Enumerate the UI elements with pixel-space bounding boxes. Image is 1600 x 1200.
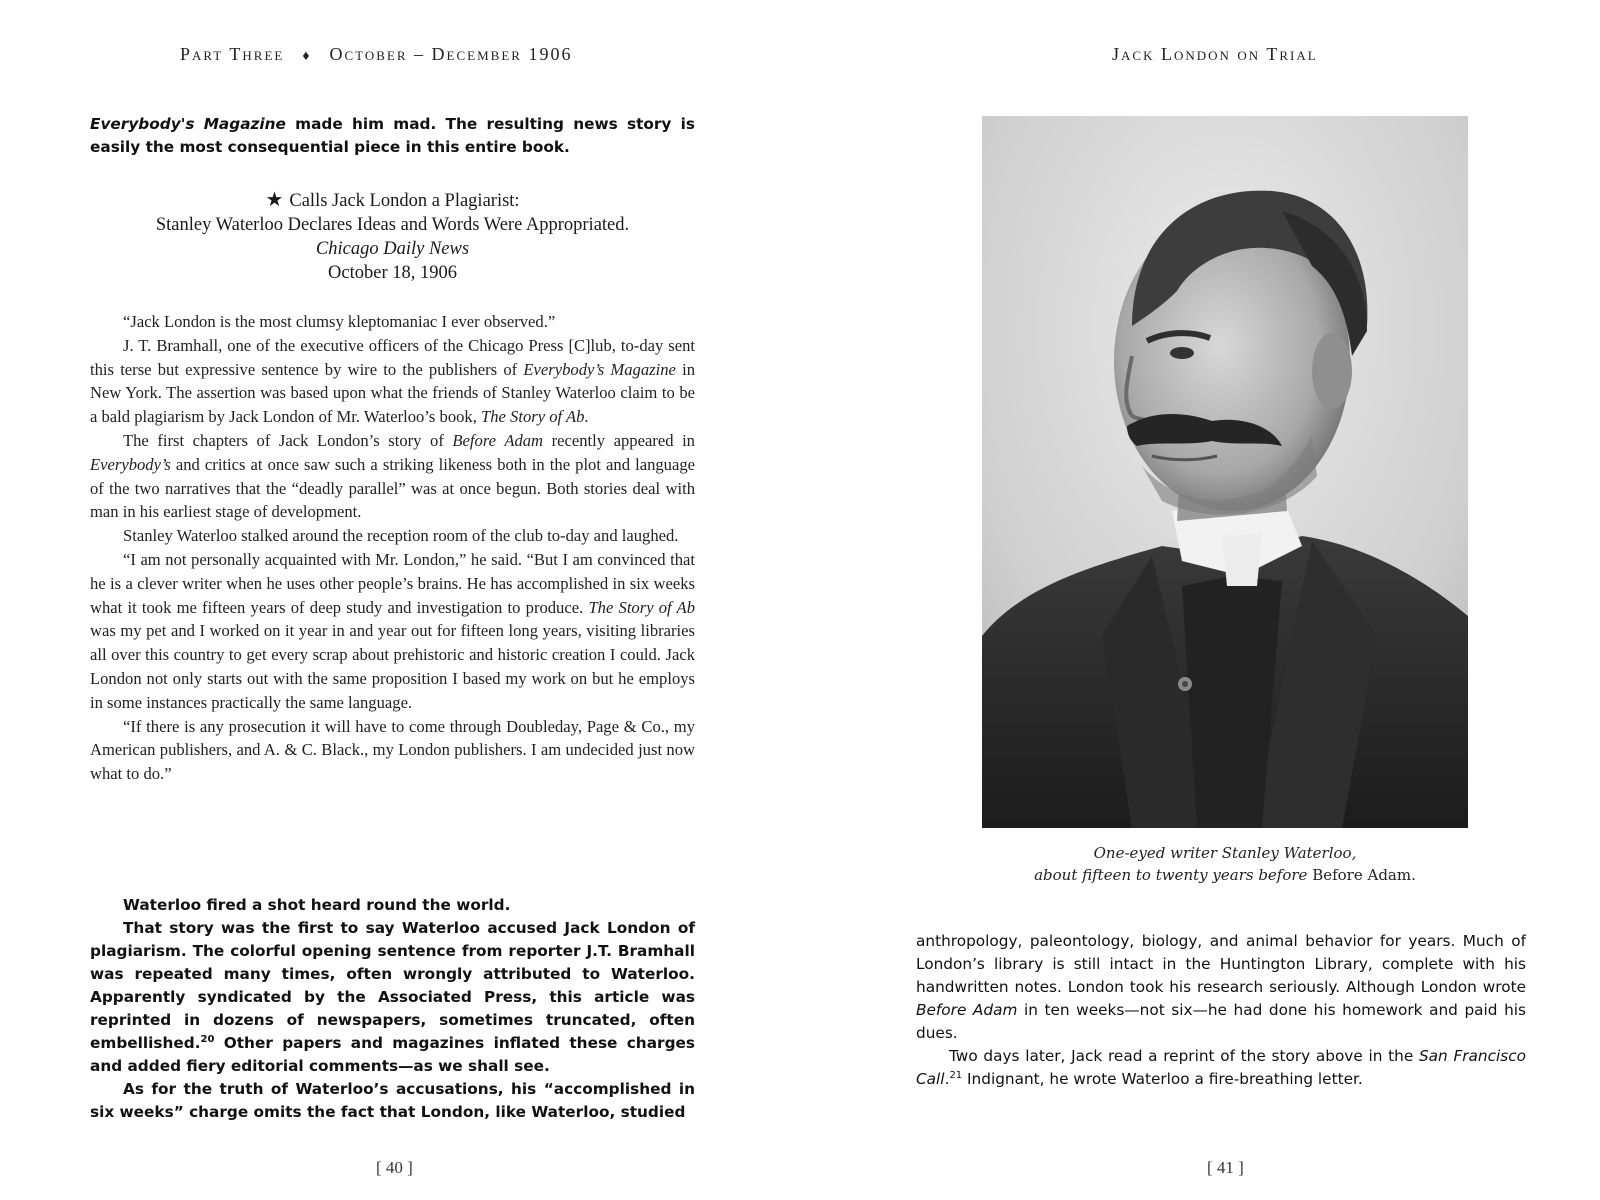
star-icon: ★ [265, 189, 284, 211]
page-number-right: [ 41 ] [1207, 1158, 1244, 1177]
text-run: . [1411, 866, 1416, 884]
running-head-right: Jack London on Trial [1112, 44, 1318, 64]
intro-paragraph [90, 113, 695, 159]
article-paragraph [90, 429, 695, 524]
text-run: J. T. Bramhall, one of the executive officers of the Chicago Press [C]lub, to-day sent this terse but expressive sentence by wire to the publishers of [90, 335, 695, 379]
caption-line: One-eyed writer Stanley Waterloo, [1093, 844, 1357, 862]
date-range: October – December 1906 [329, 44, 573, 64]
article-paragraph: Stanley Waterloo stalked around the reception room of the club to-day and laughed. [123, 526, 679, 546]
text-run: Other papers and magazines inflated these charges and added fiery editorial comments—as we shall see. [90, 1034, 695, 1075]
article-date: October 18, 1906 [328, 263, 457, 283]
footnote-ref[interactable]: 21 [949, 1069, 963, 1081]
body-paragraph [916, 930, 1526, 1045]
running-head-left [180, 44, 572, 65]
photo-caption [900, 842, 1550, 886]
article-source: Chicago Daily News [315, 239, 470, 259]
text-run: . [944, 1070, 950, 1088]
text-run: Two days later, Jack read a reprint of the story above in the [949, 1047, 1419, 1065]
text-run: That story was the first to say Waterloo accused Jack London of plagiarism. The colorful opening sentence from reporter J.T. Bramhall was repeated many times, often wrongly attributed to Waterloo. Apparently syndicated by the Associated Press, this article was reprinted in dozens of newspapers, sometimes truncated, often embellished. [90, 919, 695, 1052]
part-label: Part Three [180, 44, 285, 64]
portrait-photo [982, 116, 1468, 828]
portrait-illustration [982, 116, 1468, 828]
article-subtitle: Stanley Waterloo Declares Ideas and Words Were Appropriated. [155, 215, 630, 235]
caption-line [900, 864, 1550, 886]
commentary-paragraph: Waterloo fired a shot heard round the world. [123, 896, 511, 914]
intro-text: made him mad. The resulting news story is easily the most consequential piece in this entire book. [90, 115, 695, 156]
right-body-text [916, 930, 1526, 1091]
italic-run: Before Adam [452, 430, 544, 450]
text-run: The first chapters of Jack London’s story of [123, 430, 453, 450]
article-paragraph: “If there is any prosecution it will have to come through Doubleday, Page & Co., my American publishers, and A. & C. Black., my London publishers. I am undecided just now what to do.” [90, 716, 695, 784]
body-paragraph [916, 1045, 1526, 1091]
italic-run: The Story of Ab [481, 407, 585, 427]
intro-magazine-title: Everybody's Magazine [90, 115, 286, 133]
text-run: in New York. The assertion was based upon what the friends of Stanley Waterloo claim to be a bald plagiarism by Jack London of Mr. Waterloo’s book, [90, 359, 696, 427]
text-run: in ten weeks—not six—he had done his homework and paid his dues. [916, 1001, 1526, 1042]
text-run: “I am not personally acquainted with Mr. London,” he said. “But I am convinced that he is a clever writer when he uses other people’s brains. He has accomplished in six weeks what it took me fifteen years of deep study and investigation to produce. [90, 549, 695, 617]
italic-run: Everybody’s [90, 454, 171, 474]
text-run: Indignant, he wrote Waterloo a fire-breathing letter. [962, 1070, 1363, 1088]
text-run: anthropology, paleontology, biology, and animal behavior for years. Much of London’s library is still intact in the Huntington Library, complete with his handwritten notes. London took his research seriously. Although London wrote [916, 932, 1526, 996]
roman-run: Before Adam [1312, 866, 1412, 884]
article-paragraph [90, 548, 695, 715]
text-run: and critics at once saw such a striking likeness both in the plot and language of the two narratives that the “deadly parallel” was at once begun. Both stories deal with man in his earliest stage of development. [90, 454, 695, 522]
article-title: Calls Jack London a Plagiarist: [289, 191, 520, 211]
article-heading [90, 188, 695, 285]
italic-run: The Story of Ab [588, 597, 695, 617]
text-run: . [584, 407, 589, 427]
text-run: recently appeared in [543, 430, 695, 450]
commentary-paragraph [90, 917, 695, 1078]
italic-run: San Francisco Call [916, 1047, 1526, 1088]
commentary-paragraph: As for the truth of Waterloo’s accusations, his “accomplished in six weeks” charge omits the fact that London, like Waterloo, studied [90, 1080, 695, 1121]
article-body [90, 310, 695, 786]
commentary [90, 894, 695, 1124]
italic-run: Before Adam [916, 1001, 1018, 1019]
text-run: was my pet and I worked on it year in and year out for fifteen long years, visiting libraries all over this country to get every scrap about prehistoric and historic creation I could. Jack London not only starts out with the same proposition I based my work on but he employs in some instances practically the same language. [90, 621, 695, 712]
right-page [800, 0, 1600, 1200]
article-paragraph: “Jack London is the most clumsy kleptomaniac I ever observed.” [123, 312, 556, 331]
text-run: about fifteen to twenty years before [1034, 866, 1313, 884]
italic-run: Everybody’s Magazine [523, 359, 676, 379]
article-paragraph [90, 334, 695, 429]
diamond-ornament-icon: ♦ [302, 49, 312, 64]
footnote-ref[interactable]: 20 [200, 1033, 215, 1045]
page-number-left: [ 40 ] [376, 1158, 413, 1177]
